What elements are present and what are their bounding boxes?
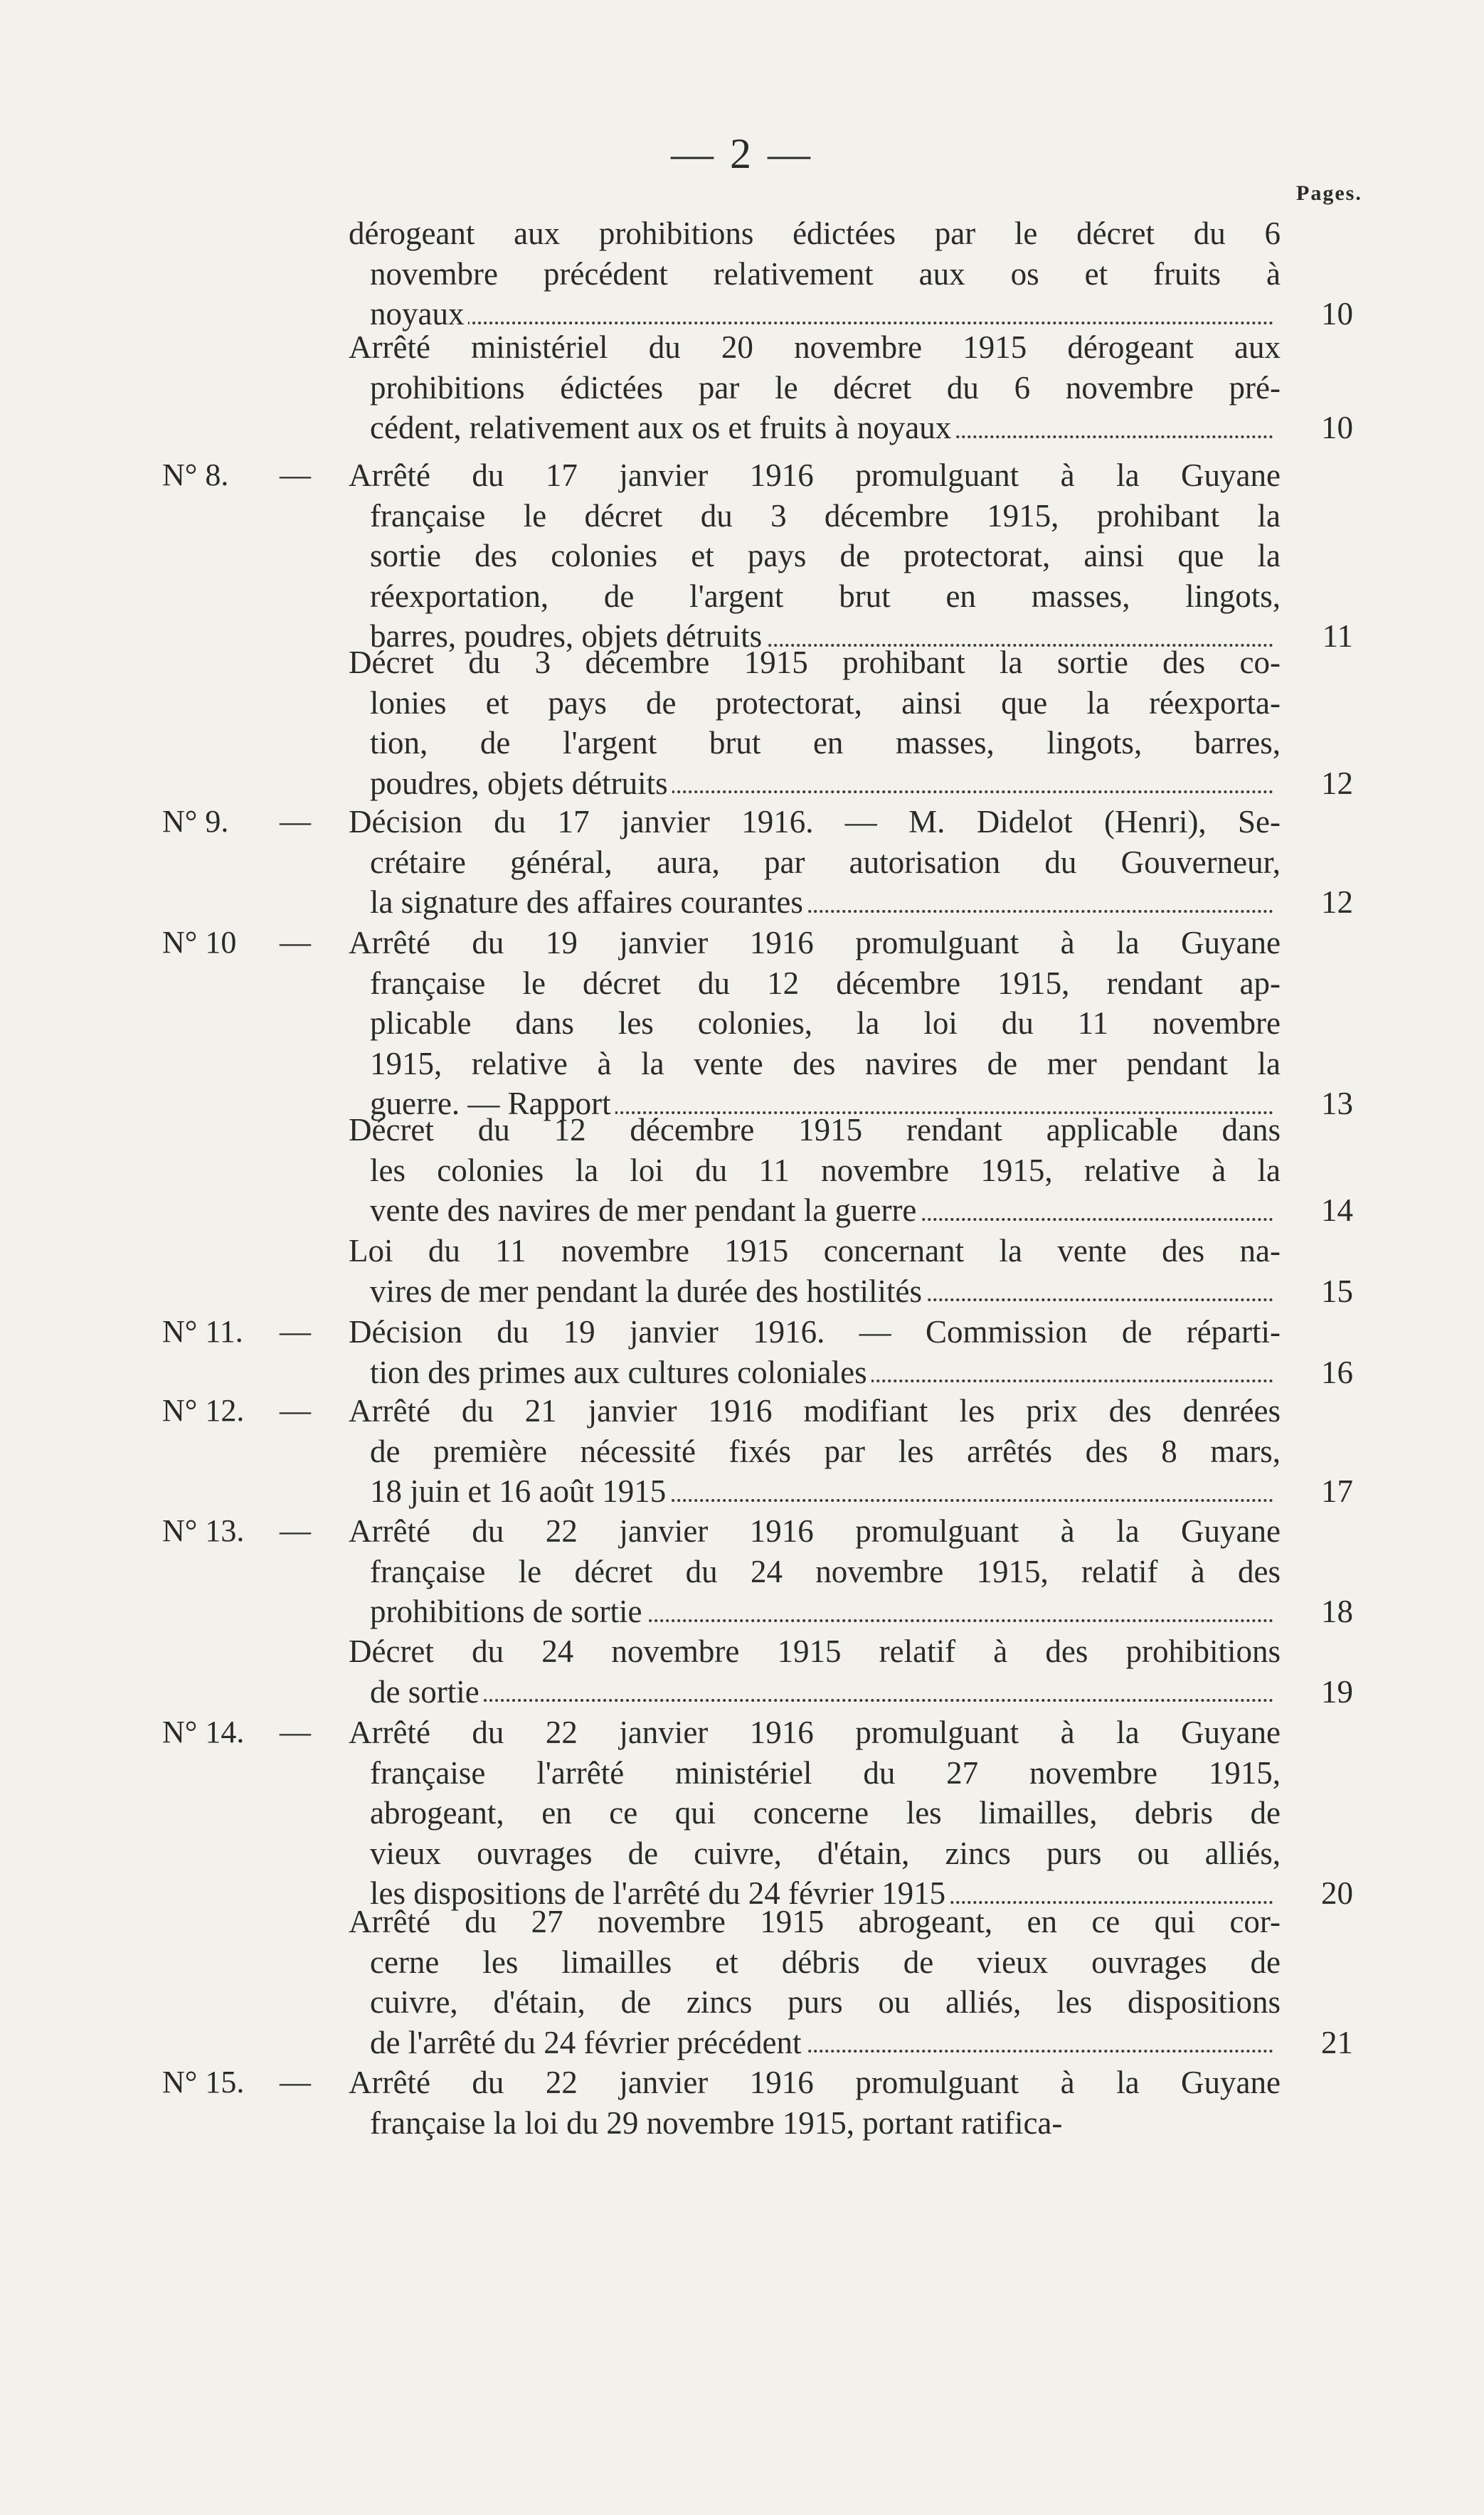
toc-entry — [0, 2063, 1484, 2143]
entry-line — [349, 213, 1281, 254]
entry-line — [370, 1982, 1281, 2023]
entry-page-number: 16 — [1321, 1354, 1353, 1390]
entry-dash: — — [280, 804, 311, 839]
entry-page-number: 21 — [1321, 2024, 1353, 2060]
entry-line — [349, 327, 1281, 368]
entry-line — [370, 1753, 1281, 1794]
entry-line-text: réexportation, de l'argent brut en masses, lingots, — [370, 578, 1281, 614]
entry-line — [349, 1712, 1281, 1753]
entry-line-text: novembre précédent relativement aux os et fruits à — [370, 255, 1281, 292]
entry-number: N° 11. — [162, 1314, 243, 1349]
entry-line — [370, 496, 1281, 536]
entry-line-text: Arrêté du 27 novembre 1915 abrogeant, en ce qui cor- — [349, 1904, 1281, 1939]
entry-line-text: cédent, relativement aux os et fruits à noyaux — [370, 410, 955, 445]
entry-line — [370, 1833, 1281, 1874]
entry-number: N° 8. — [162, 457, 229, 492]
entry-line — [370, 1003, 1281, 1044]
entry-line-text: de sortie — [370, 1674, 484, 1710]
entry-line — [370, 963, 1281, 1004]
entry-line — [349, 2063, 1281, 2103]
toc-entry — [0, 923, 1484, 1124]
entry-line-text: de l'arrêté du 24 février précédent — [370, 2025, 806, 2060]
entry-line — [370, 882, 1273, 923]
entry-line-text: la signature des affaires courantes — [370, 884, 807, 920]
toc-entry — [0, 1631, 1484, 1712]
entry-line — [370, 368, 1281, 408]
entry-line-text: vente des navires de mer pendant la guerre — [370, 1192, 921, 1228]
entry-page-number: 17 — [1321, 1473, 1353, 1509]
entry-line-text: Arrêté du 17 janvier 1916 promulguant à la Guyane — [349, 457, 1281, 493]
entry-line — [370, 1431, 1281, 1472]
toc-entry — [0, 455, 1484, 657]
toc-entry — [0, 1511, 1484, 1632]
entry-line-text: les dispositions de l'arrêté du 24 février 1915 — [370, 1875, 950, 1911]
entry-line-text: Arrêté ministériel du 20 novembre 1915 dérogeant aux — [349, 329, 1281, 365]
toc-entry — [0, 1312, 1484, 1392]
pages-column-label: Pages. — [1296, 181, 1362, 205]
entry-line-text: prohibitions édictées par le décret du 6 novembre pré- — [370, 369, 1281, 406]
entry-line-text: poudres, objets détruits — [370, 766, 672, 801]
entry-line — [370, 1672, 1273, 1712]
entry-page-number: 19 — [1321, 1673, 1353, 1710]
entry-page-number: 12 — [1321, 765, 1353, 801]
entry-line — [370, 683, 1281, 724]
entry-line-text: barres, poudres, objets détruits — [370, 618, 766, 654]
entry-page-number: 11 — [1322, 618, 1353, 654]
entry-dash: — — [280, 1393, 311, 1428]
entry-line-text: les colonies la loi du 11 novembre 1915, relative à la — [370, 1152, 1281, 1188]
entry-line — [349, 1511, 1281, 1552]
toc-entry — [0, 1231, 1484, 1311]
entry-number: N° 10 — [162, 925, 237, 960]
entry-line-text: noyaux — [370, 296, 468, 332]
entry-line — [370, 842, 1281, 883]
entry-line-text: Décision du 19 janvier 1916. — Commission de réparti- — [349, 1314, 1281, 1350]
entry-line — [370, 1552, 1281, 1592]
entry-dash: — — [280, 1314, 311, 1349]
entry-line-text: Loi du 11 novembre 1915 concernant la vente des na- — [349, 1233, 1281, 1269]
entry-line-text: Décision du 17 janvier 1916. — M. Didelot (Henri), Se- — [349, 804, 1281, 840]
entry-line-text: tion des primes aux cultures coloniales — [370, 1355, 871, 1390]
entry-dash: — — [280, 925, 311, 960]
entry-line-text: Décret du 3 décembre 1915 prohibant la sortie des co- — [349, 645, 1281, 680]
entry-line-text: Arrêté du 22 janvier 1916 promulguant à la Guyane — [349, 2065, 1281, 2100]
entry-line — [349, 1902, 1281, 1942]
entry-line — [349, 455, 1281, 496]
entry-line — [370, 1190, 1273, 1231]
toc-entry — [0, 1391, 1484, 1512]
entry-line — [349, 1231, 1281, 1271]
entry-page-number: 10 — [1321, 296, 1353, 332]
entry-line — [370, 723, 1281, 763]
entry-dash: — — [280, 2065, 311, 2100]
entry-line-text: Arrêté du 22 janvier 1916 promulguant à la Guyane — [349, 1715, 1281, 1750]
dot-leader — [370, 1699, 1273, 1702]
entry-dash: — — [280, 1513, 311, 1548]
entry-line-text: abrogeant, en ce qui concerne les limailles, debris de — [370, 1795, 1281, 1831]
entry-line — [370, 1793, 1281, 1833]
entry-line-text: sortie des colonies et pays de protectorat, ainsi que la — [370, 538, 1281, 573]
entry-line-text: de première nécessité fixés par les arrêtés des 8 mars, — [370, 1433, 1281, 1469]
toc-entry — [0, 642, 1484, 803]
entry-line-text: Arrêté du 21 janvier 1916 modifiant les prix des denrées — [349, 1393, 1281, 1429]
entry-line — [370, 1271, 1273, 1312]
entry-number: N° 9. — [162, 804, 229, 839]
entry-line-text: crétaire général, aura, par autorisation du Gouverneur, — [370, 844, 1281, 880]
entry-dash: — — [280, 457, 311, 492]
entry-line — [370, 1942, 1281, 1983]
entry-line — [349, 802, 1281, 842]
toc-entry — [0, 213, 1484, 334]
entry-line-text: lonies et pays de protectorat, ainsi que la réexporta- — [370, 684, 1281, 721]
entry-line — [349, 1312, 1281, 1352]
entry-number: N° 13. — [162, 1513, 245, 1548]
entry-line-text: Décret du 24 novembre 1915 relatif à des prohibitions — [349, 1634, 1281, 1669]
entry-page-number: 10 — [1321, 410, 1353, 445]
entry-line — [370, 763, 1273, 804]
entry-page-number: 12 — [1321, 884, 1353, 920]
entry-page-number: 20 — [1321, 1875, 1353, 1911]
entry-dash: — — [280, 1715, 311, 1749]
entry-line-text: 1915, relative à la vente des navires de mer pendant la — [370, 1045, 1281, 1081]
entry-line — [370, 1592, 1273, 1632]
page-number: — 2 — — [671, 130, 813, 177]
toc-entry — [0, 1902, 1484, 2063]
entry-line-text: Décret du 12 décembre 1915 rendant applicable dans — [349, 1112, 1281, 1148]
entry-line-text: plicable dans les colonies, la loi du 11 novembre — [370, 1005, 1281, 1041]
entry-number: N° 14. — [162, 1715, 245, 1749]
entry-line — [370, 536, 1281, 576]
entry-line-text: Arrêté du 19 janvier 1916 promulguant à la Guyane — [349, 925, 1281, 960]
entry-line — [370, 1352, 1273, 1393]
entry-line — [370, 2023, 1273, 2063]
entry-line-text: vieux ouvrages de cuivre, d'étain, zincs purs ou alliés, — [370, 1835, 1281, 1871]
entry-line-text: prohibitions de sortie — [370, 1594, 646, 1629]
entry-line — [370, 1150, 1281, 1191]
entry-line-text: française la loi du 29 novembre 1915, portant ratifica- — [370, 2104, 1063, 2141]
entry-line — [370, 408, 1273, 448]
entry-line — [349, 1110, 1281, 1150]
dot-leader — [370, 322, 1273, 324]
toc-entry — [0, 1712, 1484, 1914]
entry-line-text: cuivre, d'étain, de zincs purs ou alliés, les dispositions — [370, 1984, 1281, 2020]
entry-page-number: 14 — [1321, 1192, 1353, 1228]
entry-line-text: dérogeant aux prohibitions édictées par le décret du 6 — [349, 216, 1281, 251]
entry-line — [349, 1391, 1281, 1431]
entry-line — [370, 2103, 1281, 2144]
entry-line — [370, 254, 1281, 295]
toc-entry — [0, 1110, 1484, 1231]
entry-line — [349, 642, 1281, 683]
entry-line — [349, 923, 1281, 963]
entry-line-text: française le décret du 3 décembre 1915, prohibant la — [370, 497, 1281, 534]
entry-line-text: française l'arrêté ministériel du 27 novembre 1915, — [370, 1754, 1281, 1791]
toc-entry — [0, 327, 1484, 448]
entry-line — [370, 1471, 1273, 1512]
entry-line-text: cerne les limailles et débris de vieux ouvrages de — [370, 1944, 1281, 1980]
entry-line — [349, 1631, 1281, 1672]
entry-line-text: vires de mer pendant la durée des hostilités — [370, 1274, 926, 1309]
entry-line-text: française le décret du 24 novembre 1915, relatif à des — [370, 1553, 1281, 1589]
entry-line-text: Arrêté du 22 janvier 1916 promulguant à la Guyane — [349, 1513, 1281, 1549]
entry-line-text: française le décret du 12 décembre 1915, rendant ap- — [370, 965, 1281, 1001]
entry-page-number: 15 — [1321, 1273, 1353, 1309]
entry-page-number: 18 — [1321, 1594, 1353, 1629]
entry-page-number: 13 — [1321, 1086, 1353, 1121]
entry-line — [370, 1044, 1281, 1084]
entry-line-text: tion, de l'argent brut en masses, lingots, barres, — [370, 725, 1281, 761]
entry-line-text: guerre. — Rapport — [370, 1086, 615, 1121]
entry-line-text: 18 juin et 16 août 1915 — [370, 1473, 670, 1509]
entry-number: N° 15. — [162, 2065, 245, 2100]
entry-number: N° 12. — [162, 1393, 245, 1428]
entry-line — [370, 576, 1281, 617]
toc-entry — [0, 802, 1484, 923]
